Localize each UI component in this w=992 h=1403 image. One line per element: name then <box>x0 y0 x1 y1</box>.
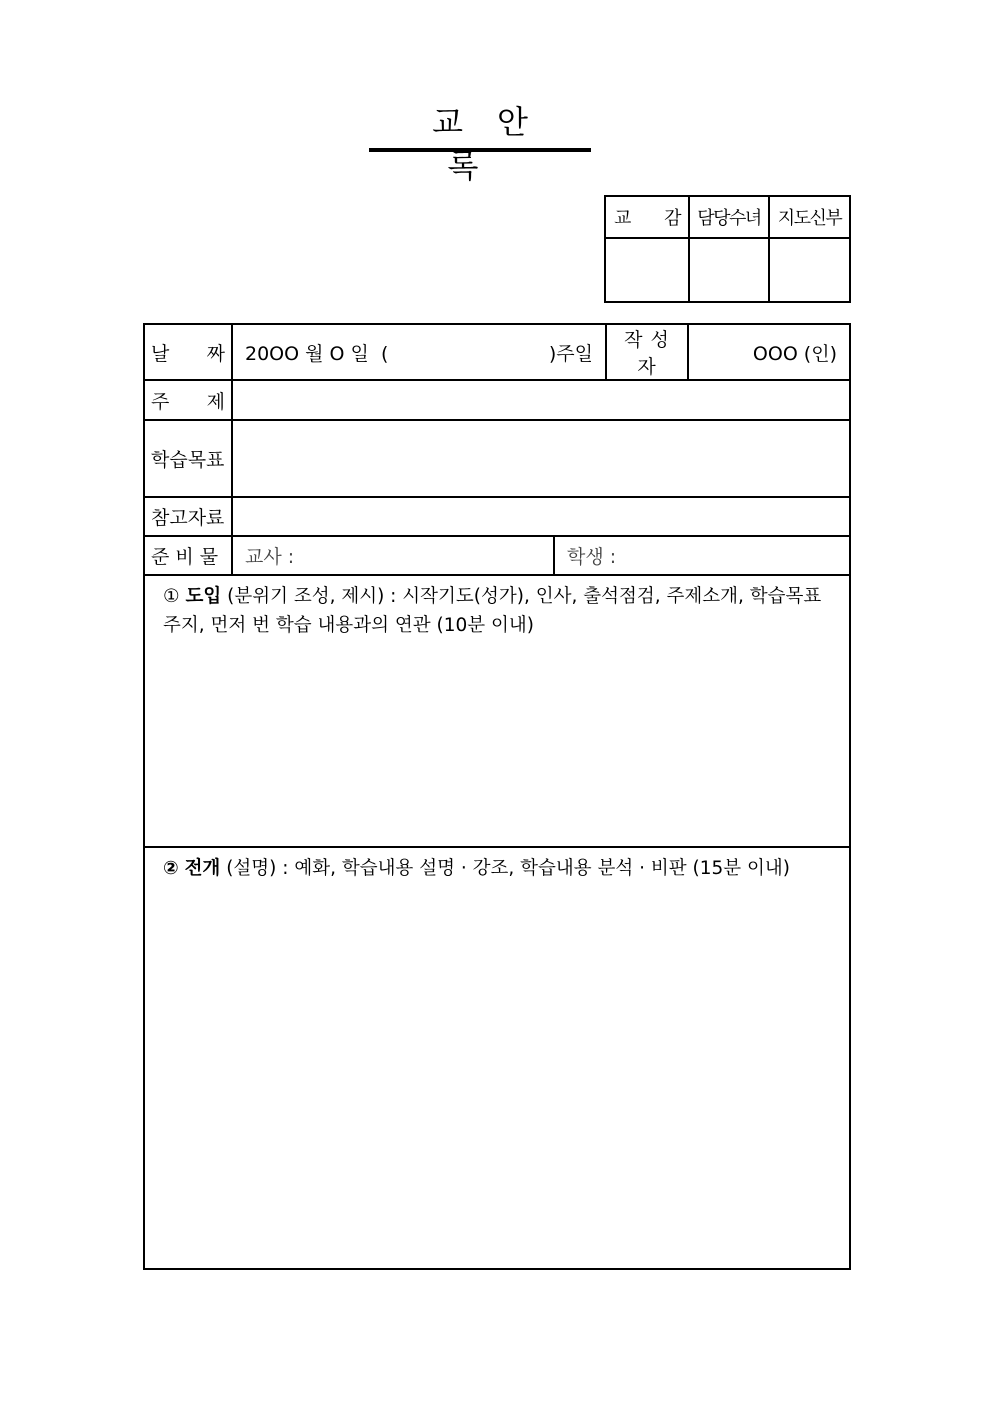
materials-label: 준 비 물 <box>144 536 232 575</box>
approval-header-char: 교 <box>614 208 630 229</box>
date-value-left: 20OO 월 O 일 ( <box>245 342 389 365</box>
label-char: 날 <box>151 342 170 365</box>
objective-label: 학습목표 <box>144 420 232 497</box>
topic-field[interactable] <box>232 380 850 420</box>
date-field[interactable] <box>232 324 606 380</box>
reference-label: 참고자료 <box>144 497 232 536</box>
intro-title: 도입 <box>185 586 222 607</box>
intro-marker: ① <box>163 586 180 607</box>
approval-header-char: 감 <box>664 208 680 229</box>
label-char: 제 <box>206 390 225 413</box>
signature-field-vice-principal[interactable] <box>605 238 689 302</box>
signature-field-priest[interactable] <box>769 238 850 302</box>
label-char: 짜 <box>206 342 225 365</box>
signature-field-sister[interactable] <box>689 238 769 302</box>
document-title: 교안록 <box>369 100 591 152</box>
author-field[interactable]: OOO (인) <box>688 324 850 380</box>
objective-field[interactable] <box>232 420 850 497</box>
development-section[interactable] <box>144 847 850 1269</box>
date-value-right: )주일 <box>548 342 593 365</box>
development-title: 전개 <box>184 858 221 879</box>
approval-box <box>604 195 851 303</box>
materials-teacher-field[interactable]: 교사 : <box>232 536 554 575</box>
author-label: 작 성 자 <box>606 324 688 380</box>
materials-student-field[interactable]: 학생 : <box>554 536 850 575</box>
reference-field[interactable] <box>232 497 850 536</box>
approval-header-vice-principal <box>605 196 689 238</box>
intro-description: (분위기 조성, 제시) : 시작기도(성가), 인사, 출석점검, 주제소개, 학습목표 주지, 먼저 번 학습 내용과의 연관 (10분 이내) <box>163 586 822 636</box>
development-description: (설명) : 예화, 학습내용 설명 · 강조, 학습내용 분석 · 비판 (15분 이내) <box>226 858 790 879</box>
lesson-plan-table <box>143 323 851 1270</box>
label-char: 주 <box>151 390 170 413</box>
development-marker: ② <box>163 858 179 879</box>
topic-label <box>144 380 232 420</box>
approval-header-sister: 담당수녀 <box>689 196 769 238</box>
approval-header-priest: 지도신부 <box>769 196 850 238</box>
intro-section[interactable] <box>144 575 850 847</box>
date-label <box>144 324 232 380</box>
